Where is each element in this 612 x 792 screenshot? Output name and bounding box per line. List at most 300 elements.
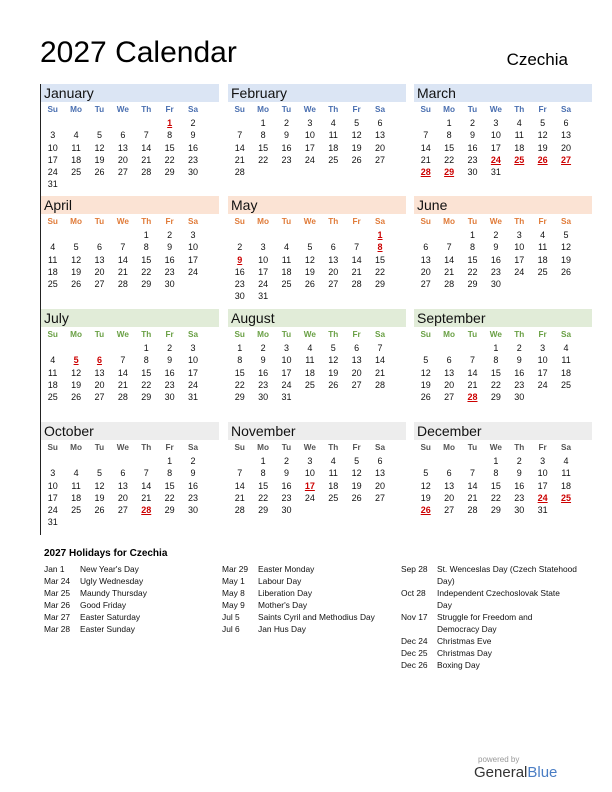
month-name: November <box>228 422 406 440</box>
month-name: April <box>41 196 219 214</box>
day-cell: 13 <box>561 130 572 141</box>
empty-cell <box>111 229 134 241</box>
day-grid <box>41 455 219 529</box>
day-cell: 16 <box>234 266 245 277</box>
day-cell: 11 <box>561 468 571 479</box>
day-cell: 10 <box>514 242 525 253</box>
empty-cell <box>345 229 368 241</box>
day-cell: 22 <box>490 379 501 390</box>
day-cell: 18 <box>47 266 58 277</box>
holiday-item <box>44 587 147 599</box>
holiday-day: 1 <box>377 230 383 240</box>
holiday-day: 17 <box>304 480 315 491</box>
weekday-label: Tu <box>467 217 478 226</box>
day-cell: 25 <box>47 392 58 403</box>
weekday-label: Tu <box>94 330 105 339</box>
weekday-label: Sa <box>561 217 572 226</box>
day-cell: 12 <box>351 468 362 479</box>
day-cell: 12 <box>94 480 105 491</box>
day-cell: 13 <box>328 254 339 265</box>
day-cell: 12 <box>328 355 339 366</box>
holiday-item <box>222 575 375 587</box>
weekday-label: Tu <box>281 330 292 339</box>
weekday-label: Mo <box>70 330 82 339</box>
empty-cell <box>88 455 111 467</box>
day-cell: 19 <box>71 266 82 277</box>
day-cell: 7 <box>120 355 126 366</box>
day-cell: 12 <box>420 367 431 378</box>
holiday-item <box>222 587 375 599</box>
day-cell: 24 <box>537 379 548 390</box>
day-cell: 9 <box>190 130 196 141</box>
weekday-label: We <box>489 443 502 452</box>
holiday-day: 9 <box>237 254 243 265</box>
weekday-label: Fr <box>538 217 547 226</box>
day-cell: 18 <box>71 154 82 165</box>
day-cell: 31 <box>258 291 269 302</box>
day-cell: 7 <box>143 468 149 479</box>
day-cell: 11 <box>561 355 571 366</box>
empty-cell <box>461 342 484 354</box>
holiday-date: Dec 25 <box>401 648 428 658</box>
country-name: Czechia <box>506 50 568 69</box>
day-cell: 9 <box>167 355 173 366</box>
empty-cell <box>228 117 251 129</box>
day-cell: 8 <box>260 468 266 479</box>
holiday-name: Ugly Wednesday <box>80 576 144 586</box>
day-cell: 30 <box>164 279 175 290</box>
holiday-day: 27 <box>561 154 572 165</box>
day-cell: 8 <box>493 355 499 366</box>
day-grid <box>228 117 406 178</box>
day-cell: 27 <box>375 154 386 165</box>
weekday-label: Th <box>141 217 152 226</box>
holiday-date: Dec 26 <box>401 660 428 670</box>
day-cell: 19 <box>420 379 431 390</box>
day-cell: 5 <box>540 118 546 128</box>
day-cell: 3 <box>307 456 313 466</box>
weekday-label: Su <box>234 105 245 114</box>
weekday-label: We <box>303 217 316 226</box>
day-cell: 14 <box>420 142 431 153</box>
day-cell: 14 <box>117 367 128 378</box>
day-cell: 23 <box>234 279 245 290</box>
day-cell: 14 <box>444 254 455 265</box>
holiday-name: Easter Sunday <box>80 624 135 634</box>
page-title: 2027 Calendar <box>40 36 237 69</box>
weekday-label: Tu <box>281 443 292 452</box>
day-cell: 5 <box>423 468 429 479</box>
day-grid <box>414 229 592 290</box>
day-cell: 27 <box>94 392 105 403</box>
day-cell: 3 <box>540 343 546 353</box>
holiday-date: Oct 28 <box>401 588 426 598</box>
weekday-label: Mo <box>70 217 82 226</box>
day-cell: 2 <box>237 242 243 253</box>
weekday-label: Fr <box>165 105 174 114</box>
month-name: October <box>41 422 219 440</box>
holiday-day: 24 <box>537 492 548 503</box>
day-cell: 17 <box>304 142 315 153</box>
day-cell: 15 <box>234 367 245 378</box>
holiday-date: Mar 26 <box>44 600 71 610</box>
holiday-name: Jan Hus Day <box>258 624 306 634</box>
day-cell: 23 <box>164 379 175 390</box>
weekday-label: We <box>116 330 129 339</box>
day-cell: 27 <box>117 167 128 178</box>
month-name: May <box>228 196 406 214</box>
weekday-label: Tu <box>281 217 292 226</box>
weekday-label: Mo <box>257 330 269 339</box>
holiday-name: Easter Saturday <box>80 612 141 622</box>
day-cell: 26 <box>304 279 315 290</box>
day-cell: 17 <box>47 492 58 503</box>
day-cell: 8 <box>143 242 149 253</box>
day-cell: 17 <box>490 142 501 153</box>
day-cell: 13 <box>351 355 362 366</box>
day-cell: 22 <box>258 492 269 503</box>
day-cell: 13 <box>117 142 128 153</box>
day-cell: 26 <box>351 492 362 503</box>
weekday-label: Tu <box>94 105 105 114</box>
day-cell: 20 <box>375 142 386 153</box>
weekday-label: Sa <box>561 105 572 114</box>
day-cell: 14 <box>467 367 478 378</box>
day-cell: 29 <box>164 167 175 178</box>
day-cell: 13 <box>117 480 128 491</box>
holiday-day: 25 <box>561 492 572 503</box>
day-cell: 31 <box>47 517 58 528</box>
day-cell: 23 <box>514 492 525 503</box>
day-cell: 23 <box>188 154 199 165</box>
day-cell: 6 <box>446 468 452 479</box>
day-cell: 22 <box>164 492 175 503</box>
holidays-title: 2027 Holidays for Czechia <box>44 548 168 559</box>
holiday-item <box>401 635 577 647</box>
day-cell: 7 <box>469 468 475 479</box>
day-cell: 21 <box>234 154 245 165</box>
weekday-label: Su <box>420 105 431 114</box>
holiday-date: Jul 5 <box>222 612 240 622</box>
holiday-item <box>401 563 577 587</box>
day-cell: 9 <box>516 355 522 366</box>
month-name: September <box>414 309 592 327</box>
weekday-label: Fr <box>352 443 361 452</box>
day-cell: 25 <box>328 154 339 165</box>
day-cell: 25 <box>71 505 82 516</box>
day-cell: 18 <box>328 142 339 153</box>
day-cell: 30 <box>188 167 199 178</box>
day-cell: 25 <box>328 492 339 503</box>
day-cell: 18 <box>304 367 315 378</box>
day-cell: 4 <box>330 118 336 128</box>
day-cell: 6 <box>423 242 429 253</box>
day-cell: 28 <box>234 505 245 516</box>
day-grid <box>414 455 592 516</box>
weekday-label: Fr <box>352 105 361 114</box>
day-cell: 8 <box>237 355 243 366</box>
day-cell: 22 <box>234 379 245 390</box>
holiday-item <box>44 575 147 587</box>
weekday-label: Sa <box>188 105 199 114</box>
day-cell: 2 <box>190 118 196 128</box>
holiday-column-3 <box>401 563 577 671</box>
weekday-label: Tu <box>467 443 478 452</box>
day-cell: 23 <box>281 492 292 503</box>
weekday-label: Th <box>328 330 339 339</box>
month-name: July <box>41 309 219 327</box>
day-cell: 7 <box>237 468 243 479</box>
day-cell: 22 <box>141 266 152 277</box>
day-cell: 18 <box>71 492 82 503</box>
day-cell: 14 <box>351 254 362 265</box>
weekday-header <box>228 102 406 117</box>
day-cell: 9 <box>493 242 499 253</box>
day-cell: 12 <box>420 480 431 491</box>
day-cell: 19 <box>537 142 548 153</box>
day-cell: 9 <box>190 468 196 479</box>
day-cell: 17 <box>537 480 548 491</box>
day-cell: 18 <box>47 379 58 390</box>
day-cell: 16 <box>514 367 525 378</box>
month-name: December <box>414 422 592 440</box>
empty-cell <box>88 342 111 354</box>
day-cell: 3 <box>516 230 522 240</box>
empty-cell <box>64 229 87 241</box>
day-cell: 13 <box>444 480 455 491</box>
day-cell: 27 <box>420 279 431 290</box>
holiday-name: Struggle for Freedom and Democracy Day <box>437 612 533 634</box>
empty-cell <box>437 455 460 467</box>
weekday-label: Sa <box>188 217 199 226</box>
day-cell: 24 <box>281 379 292 390</box>
day-cell: 12 <box>304 254 315 265</box>
weekday-label: Th <box>328 105 339 114</box>
day-cell: 6 <box>377 118 383 128</box>
day-grid <box>228 229 406 303</box>
day-cell: 11 <box>48 367 58 378</box>
day-cell: 1 <box>469 230 475 240</box>
day-cell: 3 <box>540 456 546 466</box>
day-cell: 24 <box>188 379 199 390</box>
day-cell: 1 <box>237 343 243 353</box>
holiday-column-2 <box>222 563 375 635</box>
weekday-header <box>228 327 406 342</box>
day-cell: 11 <box>328 130 338 141</box>
day-grid <box>228 342 406 403</box>
holiday-date: Sep 28 <box>401 564 428 574</box>
weekday-label: Th <box>141 330 152 339</box>
day-cell: 25 <box>304 379 315 390</box>
day-cell: 6 <box>563 118 569 128</box>
weekday-label: Su <box>234 443 245 452</box>
weekday-header <box>41 214 219 229</box>
day-cell: 4 <box>73 468 79 479</box>
day-cell: 13 <box>94 367 105 378</box>
empty-cell <box>298 229 321 241</box>
day-cell: 24 <box>304 492 315 503</box>
day-cell: 5 <box>96 130 102 141</box>
day-cell: 7 <box>143 130 149 141</box>
day-cell: 30 <box>258 392 269 403</box>
day-cell: 16 <box>188 480 199 491</box>
day-cell: 7 <box>423 130 429 141</box>
empty-cell <box>414 229 437 241</box>
day-cell: 15 <box>258 480 269 491</box>
day-cell: 29 <box>141 392 152 403</box>
weekday-label: Th <box>141 105 152 114</box>
empty-cell <box>414 117 437 129</box>
day-cell: 16 <box>258 367 269 378</box>
day-cell: 5 <box>96 468 102 479</box>
weekday-label: Th <box>328 443 339 452</box>
day-cell: 6 <box>446 355 452 366</box>
holiday-date: Mar 29 <box>222 564 249 574</box>
day-cell: 6 <box>330 242 336 253</box>
day-cell: 10 <box>188 242 199 253</box>
weekday-label: Sa <box>375 443 386 452</box>
day-cell: 14 <box>234 480 245 491</box>
day-cell: 16 <box>281 480 292 491</box>
holiday-day: 28 <box>467 392 478 403</box>
holiday-name: New Year's Day <box>80 564 139 574</box>
day-cell: 26 <box>71 392 82 403</box>
holiday-item <box>222 563 375 575</box>
weekday-label: Tu <box>94 443 105 452</box>
day-cell: 19 <box>328 367 339 378</box>
day-cell: 18 <box>328 480 339 491</box>
day-cell: 1 <box>260 456 266 466</box>
day-cell: 22 <box>164 154 175 165</box>
day-cell: 7 <box>377 343 383 353</box>
day-cell: 4 <box>516 118 522 128</box>
day-cell: 30 <box>281 505 292 516</box>
month-name: February <box>228 84 406 102</box>
day-cell: 13 <box>375 130 386 141</box>
day-cell: 6 <box>354 343 360 353</box>
powered-by-text: powered by <box>478 755 520 764</box>
day-cell: 6 <box>96 242 102 253</box>
weekday-label: Sa <box>375 217 386 226</box>
day-cell: 15 <box>444 142 455 153</box>
day-cell: 27 <box>375 492 386 503</box>
holiday-name: Liberation Day <box>258 588 313 598</box>
day-grid <box>228 455 406 516</box>
weekday-label: We <box>489 330 502 339</box>
day-cell: 2 <box>260 343 266 353</box>
weekday-label: Fr <box>352 330 361 339</box>
empty-cell <box>41 342 64 354</box>
weekday-label: Fr <box>538 443 547 452</box>
holiday-item <box>44 623 147 635</box>
day-cell: 1 <box>493 343 499 353</box>
empty-cell <box>41 117 64 129</box>
day-cell: 23 <box>258 379 269 390</box>
day-cell: 17 <box>258 266 269 277</box>
weekday-label: Tu <box>467 330 478 339</box>
month-may <box>228 196 406 308</box>
holiday-item <box>401 587 577 611</box>
day-cell: 10 <box>188 355 199 366</box>
empty-cell <box>414 455 437 467</box>
day-cell: 15 <box>258 142 269 153</box>
holiday-date: Mar 24 <box>44 576 71 586</box>
weekday-label: Sa <box>561 330 572 339</box>
weekday-label: Th <box>514 443 525 452</box>
day-cell: 11 <box>48 254 58 265</box>
day-cell: 16 <box>164 254 175 265</box>
day-cell: 2 <box>283 456 289 466</box>
day-cell: 16 <box>490 254 501 265</box>
holiday-date: Mar 28 <box>44 624 71 634</box>
day-cell: 16 <box>188 142 199 153</box>
day-cell: 20 <box>444 379 455 390</box>
day-cell: 2 <box>516 343 522 353</box>
holiday-date: Dec 24 <box>401 636 428 646</box>
day-cell: 28 <box>117 392 128 403</box>
month-name: August <box>228 309 406 327</box>
day-cell: 19 <box>304 266 315 277</box>
day-cell: 18 <box>561 480 572 491</box>
weekday-label: Su <box>420 217 431 226</box>
month-july <box>41 309 219 421</box>
day-cell: 15 <box>490 480 501 491</box>
day-cell: 25 <box>47 279 58 290</box>
day-cell: 19 <box>420 492 431 503</box>
weekday-label: Su <box>234 330 245 339</box>
day-cell: 18 <box>281 266 292 277</box>
day-cell: 29 <box>490 505 501 516</box>
brand-logo[interactable] <box>474 764 557 781</box>
day-cell: 23 <box>164 266 175 277</box>
day-cell: 14 <box>141 142 152 153</box>
holiday-name: St. Wenceslas Day (Czech Statehood Day) <box>437 564 577 586</box>
day-cell: 13 <box>94 254 105 265</box>
day-cell: 21 <box>444 266 455 277</box>
weekday-header <box>414 102 592 117</box>
weekday-label: Mo <box>70 443 82 452</box>
holiday-column-1 <box>44 563 147 635</box>
day-cell: 24 <box>188 266 199 277</box>
holiday-name: Good Friday <box>80 600 127 610</box>
day-cell: 14 <box>234 142 245 153</box>
day-cell: 20 <box>444 492 455 503</box>
day-cell: 14 <box>117 254 128 265</box>
holiday-item <box>222 623 375 635</box>
holiday-name: Independent Czechoslovak State Day <box>437 588 560 610</box>
day-grid <box>414 117 592 178</box>
day-cell: 9 <box>283 468 289 479</box>
day-cell: 12 <box>561 242 572 253</box>
day-cell: 7 <box>446 242 452 253</box>
day-cell: 7 <box>469 355 475 366</box>
day-cell: 2 <box>493 230 499 240</box>
day-cell: 2 <box>167 230 173 240</box>
weekday-label: We <box>489 217 502 226</box>
day-cell: 26 <box>71 279 82 290</box>
empty-cell <box>322 229 345 241</box>
holiday-date: Nov 17 <box>401 612 428 622</box>
day-cell: 20 <box>351 367 362 378</box>
day-cell: 1 <box>167 456 173 466</box>
day-cell: 3 <box>493 118 499 128</box>
day-cell: 13 <box>420 254 431 265</box>
holiday-date: May 9 <box>222 600 245 610</box>
day-cell: 11 <box>71 480 81 491</box>
empty-cell <box>414 342 437 354</box>
day-cell: 15 <box>490 367 501 378</box>
day-cell: 15 <box>467 254 478 265</box>
